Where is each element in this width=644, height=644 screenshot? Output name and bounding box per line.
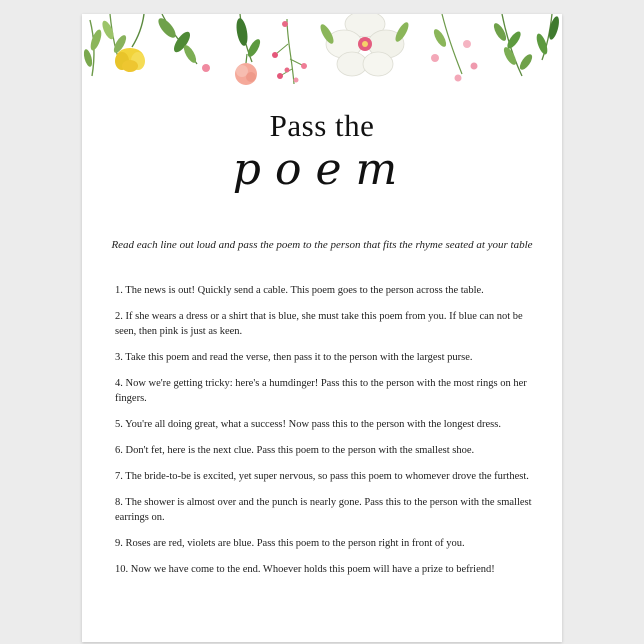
leaf-sprig-left: [82, 20, 103, 76]
poem-line: 5. You're all doing great, what a success! Now pass this to the person with the longest dress.: [115, 419, 501, 430]
poem-line: 6. Don't fet, here is the next clue. Pass this poem to the person with the smallest shoe.: [115, 445, 475, 456]
leaf-branch: [155, 14, 210, 72]
title-poem: poem: [232, 144, 412, 195]
poem-line: 7. The bride-to-be is excited, yet super nervous, so pass this poem to whomever drove the furthest.: [115, 471, 529, 482]
pink-berry-sprig: [272, 19, 307, 84]
leaf-tall: [235, 14, 263, 62]
floral-border: [82, 14, 562, 104]
poem-line: 4. Now we're getting tricky: here's a humdinger! Pass this to the person with the most rings on her fingers.: [115, 378, 527, 404]
poem-line: 10. Now we have come to the end. Whoever holds this poem will have a prize to befriend!: [115, 564, 495, 575]
poem-line: 8. The shower is almost over and the punch is nearly gone. Pass this to the person with the smallest earrings on.: [115, 497, 532, 523]
game-card: [82, 14, 562, 642]
poem-line: 3. Take this poem and read the verse, then pass it to the person with the largest purse.: [115, 352, 473, 363]
poem-line: 9. Roses are red, violets are blue. Pass this poem to the person right in front of you.: [115, 538, 465, 549]
leaf-right-edge: [534, 14, 560, 60]
pink-blossom-sprig: [431, 14, 478, 82]
poem-lines-list: [115, 283, 535, 588]
instructions-text: Read each line out loud and pass the poem to the person that fits the rhyme seated at your table: [111, 239, 533, 251]
pink-pom-flower: [235, 54, 257, 85]
white-flower: [326, 14, 404, 76]
title-pass-the: Pass the: [269, 108, 375, 143]
leaf-fern: [492, 14, 535, 76]
poem-line: 2. If she wears a dress or a shirt that is blue, she must take this poem from you. If blue can not be seen, then pink is just as keen.: [115, 311, 523, 337]
poem-line: 1. The news is out! Quickly send a cable. This poem goes to the person across the table.: [115, 285, 484, 296]
